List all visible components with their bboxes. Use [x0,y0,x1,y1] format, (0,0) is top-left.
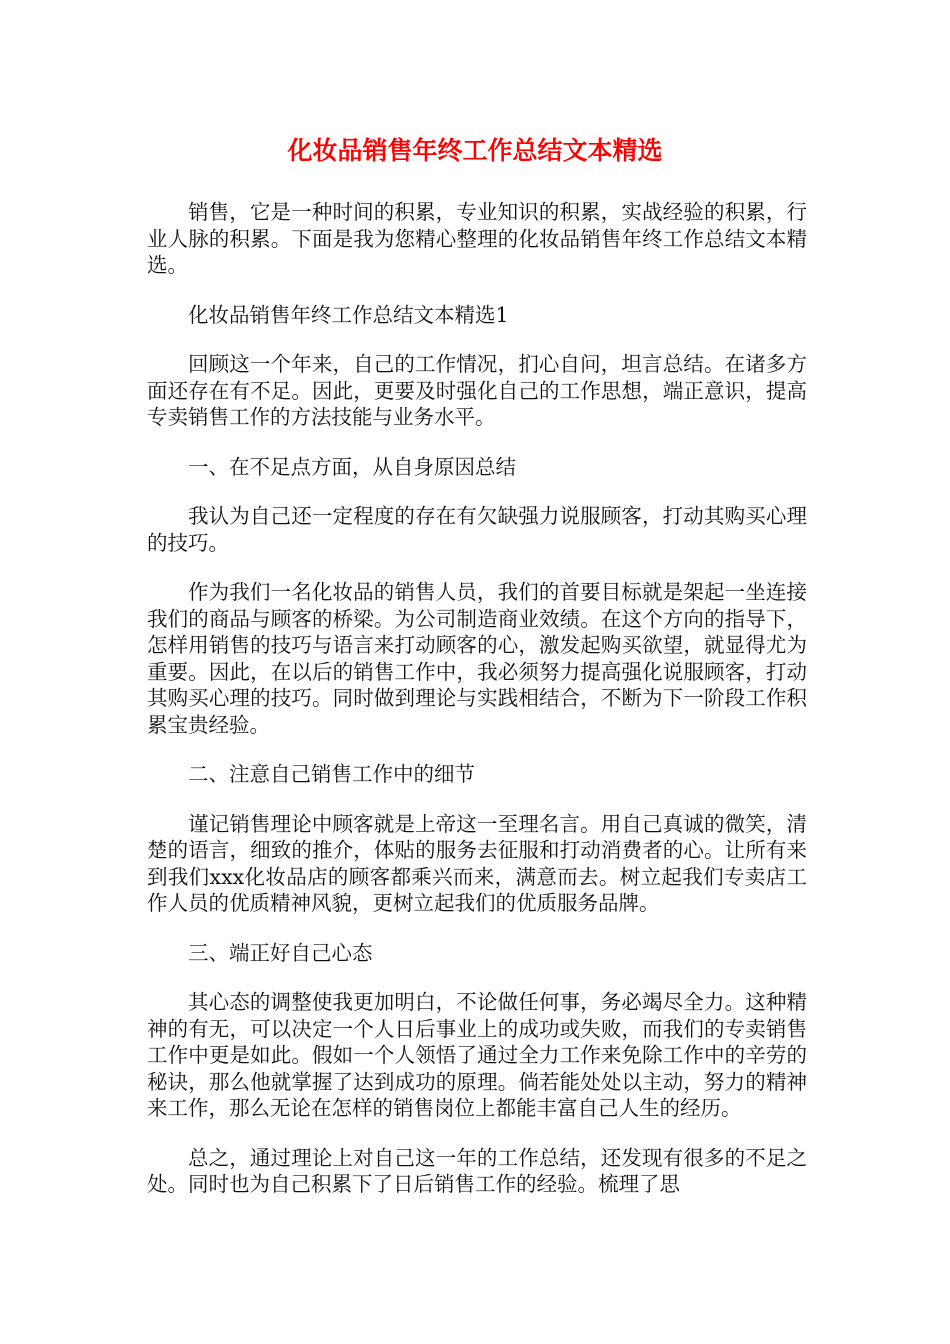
paragraph-attitude: 其心态的调整使我更加明白，不论做任何事，务必竭尽全力。这种精神的有无，可以决定一个人日后事业上的成功或失败，而我们的专卖销售工作中更是如此。假如一个人领悟了通过全力工作来免除工作中的辛劳的秘诀，那么他就掌握了达到成功的原理。倘若能处处以主动，努力的精神来工作，那么无论在怎样的销售岗位上都能丰富自己人生的经历。 [147,990,807,1120]
page-title: 化妆品销售年终工作总结文本精选 [287,136,663,165]
subheading-details: 二、注意自己销售工作中的细节 [188,762,475,786]
paragraph-persuasion: 我认为自己还一定程度的存在有欠缺强力说服顾客，打动其购买心理的技巧。 [147,504,807,555]
paragraph-sales-role: 作为我们一名化妆品的销售人员，我们的首要目标就是架起一坐连接我们的商品与顾客的桥梁。为公司制造商业效绩。在这个方向的指导下，怎样用销售的技巧与语言来打动顾客的心，激发起购买欲望，就显得尤为重要。因此，在以后的销售工作中，我必须努力提高强化说服顾客，打动其购买心理的技巧。同时做到理论与实践相结合，不断为下一阶段工作积累宝贵经验。 [147,580,807,737]
subheading-attitude: 三、端正好自己心态 [188,940,373,965]
section-title-1: 化妆品销售年终工作总结文本精选1 [188,302,509,327]
paragraph-customer-service: 谨记销售理论中顾客就是上帝这一至理名言。用自己真诚的微笑，清楚的语言，细致的推介，体贴的服务去征服和打动消费者的心。让所有来到我们xxx化妆品店的顾客都乘兴而来，满意而去。树立起我们专卖店工作人员的优质精神风貌，更树立起我们的优质服务品牌。 [147,811,807,915]
paragraph-conclusion: 总之，通过理论上对自己这一年的工作总结，还发现有很多的不足之处。同时也为自己积累下了日后销售工作的经验。梳理了思 [147,1145,807,1196]
document-body [147,199,807,1221]
intro-paragraph: 销售，它是一种时间的积累，专业知识的积累，实战经验的积累，行业人脉的积累。下面是我为您精心整理的化妆品销售年终工作总结文本精选。 [147,200,807,277]
subheading-shortcomings: 一、在不足点方面，从自身原因总结 [188,454,516,479]
paragraph-review: 回顾这一个年来，自己的工作情况，扪心自问，坦言总结。在诸多方面还存在有不足。因此，更要及时强化自己的工作思想，端正意识，提高专卖销售工作的方法技能与业务水平。 [147,352,807,429]
